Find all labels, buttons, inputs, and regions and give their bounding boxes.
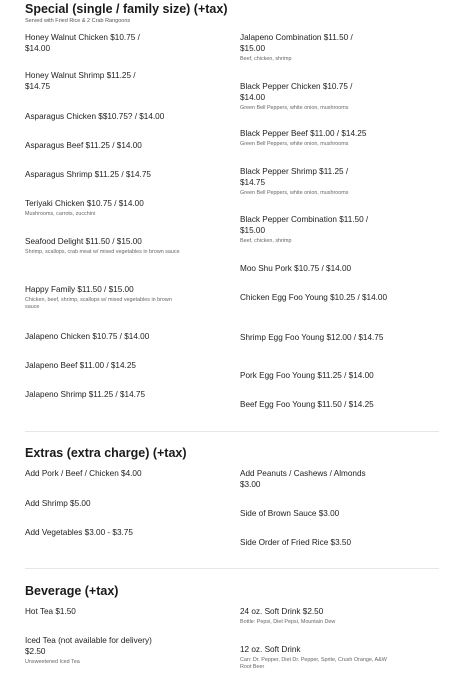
item-name: Seafood Delight $11.50 / $15.00: [25, 237, 142, 246]
extras-section: [25, 446, 440, 461]
extras-title: Extras (extra charge) (+tax): [25, 446, 187, 460]
beverage-title: Beverage (+tax): [25, 584, 119, 598]
menu-item[interactable]: [25, 70, 225, 92]
menu-item[interactable]: [25, 360, 225, 371]
menu-item[interactable]: [240, 128, 440, 148]
item-description: Beef, chicken, shrimp: [240, 56, 292, 62]
item-name: Jalapeno Chicken $10.75 / $14.00: [25, 332, 150, 341]
item-name: Honey Walnut Shrimp $11.25 / $14.75: [25, 71, 136, 91]
item-name: Teriyaki Chicken $10.75 / $14.00: [25, 199, 144, 208]
section-divider: [25, 568, 439, 569]
item-name: Shrimp Egg Foo Young $12.00 / $14.75: [240, 333, 384, 342]
item-description: Mushrooms, carrots, zucchini: [25, 211, 96, 217]
item-name: Jalapeno Combination $11.50 / $15.00: [240, 33, 353, 53]
menu-item[interactable]: [25, 198, 225, 218]
menu-item[interactable]: [240, 332, 440, 343]
menu-item[interactable]: [25, 606, 225, 617]
item-name: 24 oz. Soft Drink $2.50: [240, 607, 324, 616]
menu-item[interactable]: [25, 284, 225, 311]
menu-item[interactable]: [240, 370, 440, 381]
menu-item[interactable]: [240, 292, 440, 303]
item-description: Green Bell Peppers, white onion, mushrooms: [240, 141, 349, 147]
item-name: Jalapeno Shrimp $11.25 / $14.75: [25, 390, 146, 399]
item-name: Asparagus Chicken $$10.75? / $14.00: [25, 112, 165, 121]
menu-item[interactable]: [25, 169, 225, 180]
menu-item[interactable]: [25, 635, 225, 666]
item-name: Hot Tea $1.50: [25, 607, 76, 616]
item-description: Unsweetened Iced Tea: [25, 659, 80, 665]
menu-item[interactable]: [25, 140, 225, 151]
item-description: Green Bell Peppers, white onion, mushrooms: [240, 190, 349, 196]
item-name: Chicken Egg Foo Young $10.25 / $14.00: [240, 293, 388, 302]
menu-item[interactable]: [240, 32, 440, 63]
item-name: Beef Egg Foo Young $11.50 / $14.25: [240, 400, 374, 409]
menu-item[interactable]: [240, 399, 440, 410]
menu-item[interactable]: [240, 606, 440, 626]
item-name: Iced Tea (not available for delivery) $2.50: [25, 636, 152, 656]
item-name: Black Pepper Combination $11.50 / $15.00: [240, 215, 369, 235]
beverage-section: [25, 584, 440, 599]
item-name: Happy Family $11.50 / $15.00: [25, 285, 134, 294]
special-title: Special (single / family size) (+tax): [25, 2, 228, 16]
menu-item[interactable]: [240, 644, 440, 671]
item-description: Green Bell Peppers, white onion, mushrooms: [240, 105, 349, 111]
menu-item[interactable]: [25, 389, 225, 400]
item-name: 12 oz. Soft Drink: [240, 645, 301, 654]
menu-item[interactable]: [240, 263, 440, 274]
item-name: Jalapeno Beef $11.00 / $14.25: [25, 361, 136, 370]
item-description: Chicken, beef, shrimp, scallops w/ mixed vegetables in brown sauce: [25, 297, 172, 310]
item-name: Add Pork / Beef / Chicken $4.00: [25, 469, 142, 478]
menu-item[interactable]: [240, 468, 440, 490]
menu-item[interactable]: [25, 111, 225, 122]
item-name: Add Shrimp $5.00: [25, 499, 91, 508]
section-divider: [25, 431, 439, 432]
item-name: Honey Walnut Chicken $10.75 / $14.00: [25, 33, 140, 53]
item-description: Can: Dr. Pepper, Diet Dr. Pepper, Sprite, Crush Orange, A&W Root Beer: [240, 657, 387, 670]
item-name: Asparagus Shrimp $11.25 / $14.75: [25, 170, 151, 179]
special-subtitle: Served with Fried Rice & 2 Crab Rangoons: [25, 18, 131, 24]
menu-item[interactable]: [240, 166, 440, 197]
item-name: Black Pepper Shrimp $11.25 / $14.75: [240, 167, 349, 187]
item-name: Asparagus Beef $11.25 / $14.00: [25, 141, 142, 150]
special-section: [25, 2, 440, 25]
item-name: Black Pepper Beef $11.00 / $14.25: [240, 129, 367, 138]
menu-item[interactable]: [25, 527, 225, 538]
menu-item[interactable]: [240, 214, 440, 245]
menu-item[interactable]: [25, 498, 225, 509]
item-name: Moo Shu Pork $10.75 / $14.00: [240, 264, 352, 273]
item-description: Beef, chicken, shrimp: [240, 238, 292, 244]
item-name: Add Peanuts / Cashews / Almonds $3.00: [240, 469, 366, 489]
item-name: Add Vegetables $3.00 - $3.75: [25, 528, 133, 537]
menu-item[interactable]: [240, 537, 440, 548]
menu-item[interactable]: [240, 508, 440, 519]
item-name: Pork Egg Foo Young $11.25 / $14.00: [240, 371, 374, 380]
menu-item[interactable]: [25, 468, 225, 479]
item-name: Side of Brown Sauce $3.00: [240, 509, 340, 518]
menu-item[interactable]: [25, 32, 225, 54]
menu-item[interactable]: [25, 331, 225, 342]
menu-item[interactable]: [25, 236, 225, 256]
item-name: Side Order of Fried Rice $3.50: [240, 538, 352, 547]
item-name: Black Pepper Chicken $10.75 / $14.00: [240, 82, 353, 102]
menu-item[interactable]: [240, 81, 440, 112]
item-description: Bottle: Pepsi, Diet Pepsi, Mountain Dew: [240, 619, 336, 625]
item-description: Shrimp, scallops, crab meat w/ mixed vegetables in brown sauce: [25, 249, 180, 255]
